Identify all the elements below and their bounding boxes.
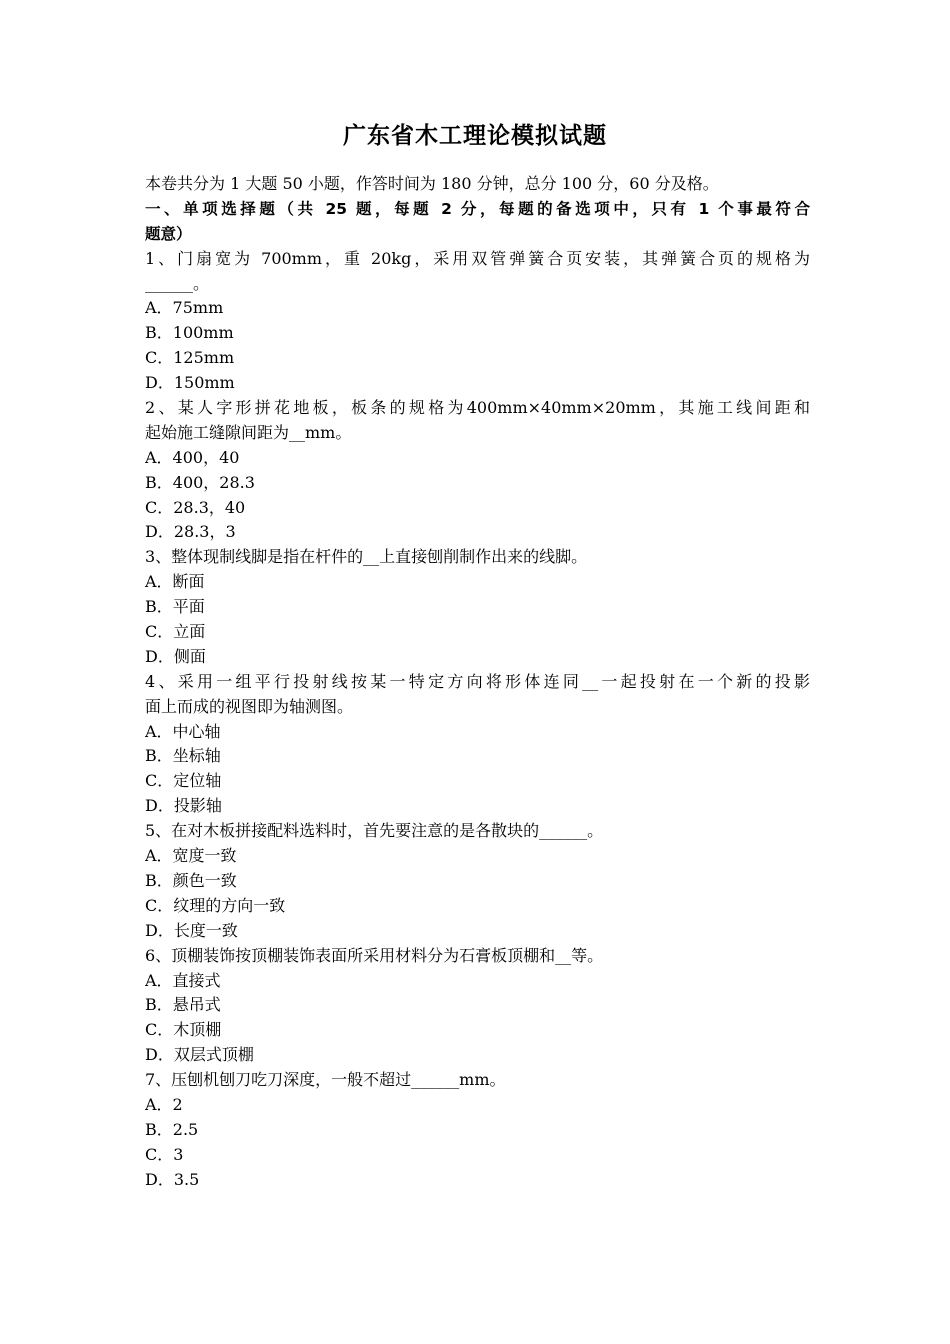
option-a: A．断面 [145,572,205,592]
question-stem: 4、采用一组平行投射线按某一特定方向将形体连同__一起投射在一个新的投影 [145,671,810,691]
question-stem: ______。 [145,273,210,293]
question-stem: 3、整体现制线脚是指在杆件的__上直接刨削制作出来的线脚。 [145,547,588,567]
option-b: B．2.5 [145,1119,199,1139]
question-4 [145,670,810,819]
question-1 [145,247,810,396]
option-c: C．木顶棚 [145,1020,222,1040]
option-b: B．颜色一致 [145,870,237,890]
option-d: D．长度一致 [145,920,238,940]
option-d: D．双层式顶棚 [145,1045,254,1065]
option-a: A．400，40 [145,447,240,467]
option-d: D．150mm [145,373,235,393]
option-a: A．2 [145,1094,183,1114]
option-c: C．定位轴 [145,771,222,791]
question-7 [145,1068,810,1192]
option-d: D．3.5 [145,1169,200,1189]
section-heading-line-1: 一、单项选择题（共 25 题，每题 2 分，每题的备选项中，只有 1 个事最符合 [145,199,810,218]
question-stem: 面上而成的视图即为轴测图。 [145,696,354,716]
option-d: D．28.3，3 [145,522,236,542]
question-stem: 2、某人字形拼花地板，板条的规格为400mm×40mm×20mm，其施工线间距和 [145,398,810,418]
exam-intro: 本卷共分为 1 大题 50 小题，作答时间为 180 分钟，总分 100 分，60 分及格。 [145,174,719,193]
option-d: D．侧面 [145,646,206,666]
question-2 [145,396,810,545]
option-b: B．坐标轴 [145,746,221,766]
document-title: 广东省木工理论模拟试题 [343,123,607,149]
option-b: B．平面 [145,597,205,617]
option-c: C．125mm [145,348,235,368]
question-5 [145,819,810,943]
section-heading-line-2: 题意） [145,224,192,243]
question-stem: 6、顶棚装饰按顶棚装饰表面所采用材料分为石膏板顶棚和__等。 [145,945,604,965]
option-a: A．中心轴 [145,721,221,741]
question-3 [145,545,810,669]
option-a: A．直接式 [145,970,221,990]
question-stem: 5、在对木板拼接配料选料时，首先要注意的是各散块的______。 [145,821,604,841]
option-a: A．75mm [145,298,224,318]
option-d: D．投影轴 [145,796,222,816]
option-a: A．宽度一致 [145,846,237,866]
document-body [145,172,810,1193]
option-c: C．3 [145,1144,184,1164]
question-6 [145,944,810,1068]
question-stem: 1、门扇宽为 700mm，重 20kg，采用双管弹簧合页安装，其弹簧合页的规格为 [145,248,810,268]
option-c: C．纹理的方向一致 [145,895,286,915]
option-b: B．400，28.3 [145,472,255,492]
option-c: C．立面 [145,622,206,642]
option-c: C．28.3，40 [145,497,246,517]
question-stem: 起始施工缝隙间距为__mm。 [145,422,352,442]
option-b: B．100mm [145,323,234,343]
question-stem: 7、压刨机刨刀吃刀深度，一般不超过______mm。 [145,1070,506,1090]
option-b: B．悬吊式 [145,995,221,1015]
